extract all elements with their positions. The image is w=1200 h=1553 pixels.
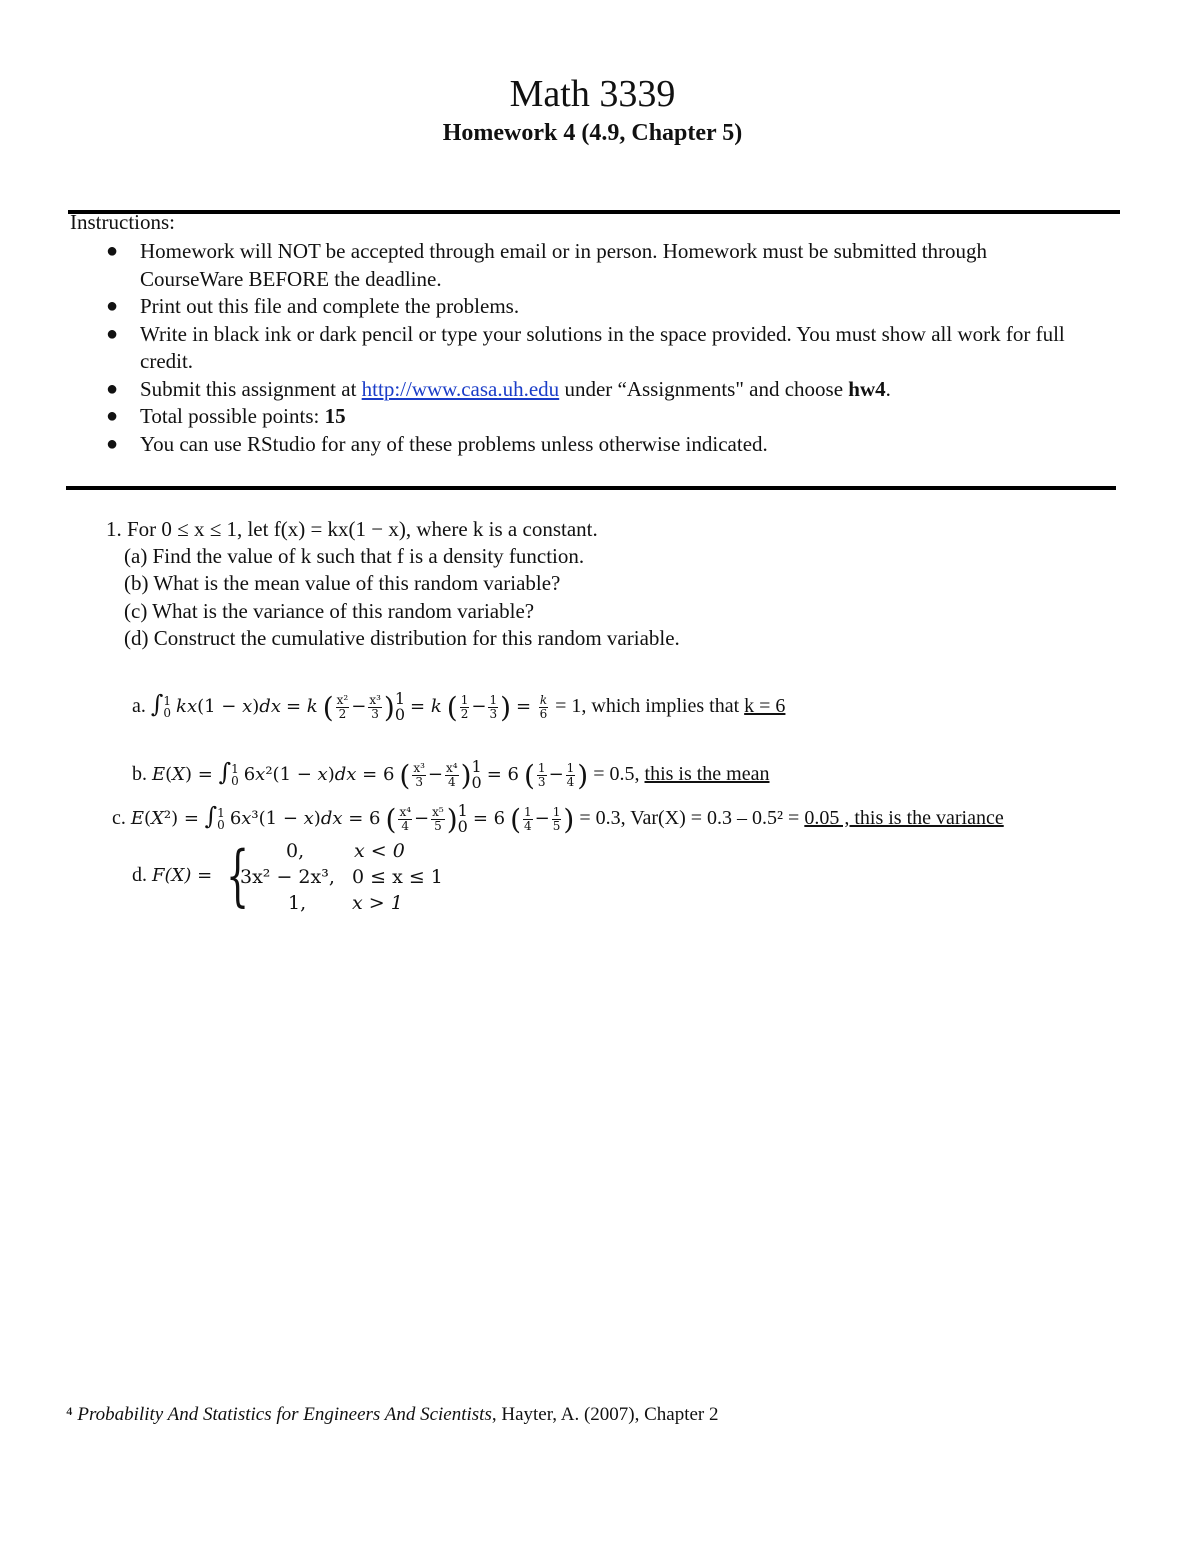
problem-statement: 1. For 0 ≤ x ≤ 1, let f(x) = kx(1 − x), where k is a constant.: [106, 517, 598, 541]
problem-part-d: (d) Construct the cumulative distribution for this random variable.: [124, 626, 680, 650]
list-item: ● You can use RStudio for any of these problems unless otherwise indicated.: [106, 431, 1066, 459]
piecewise-row-1-value: 0,: [286, 840, 305, 862]
answer-c-result: 0.05 , this is the variance: [804, 807, 1004, 829]
piecewise-row-1-condition: x < 0: [354, 840, 405, 862]
answer-b: b. E(X) = ∫ 1 0 6x²(1 − x)dx = 6 ( $\frac{\text{x³}}{3}$ − $\frac{\text{x⁴}}{4}$ ) 1 0 = 6 ( $\frac{1}{3}$ − $\frac{1}{4}$ ) = 0.5, this is the mean: [132, 757, 770, 793]
bottom-divider: [66, 486, 1116, 490]
bullet-icon: ●: [106, 405, 119, 427]
problem-part-a: (a) Find the value of k such that f is a density function.: [124, 544, 585, 568]
piecewise-row-3-value: 1,: [288, 892, 307, 914]
submission-link[interactable]: http://www.casa.uh.edu: [361, 376, 560, 401]
bullet-icon: ●: [106, 322, 119, 345]
list-item: ● Print out this file and complete the problems.: [106, 293, 1066, 321]
list-item: ● Submit this assignment at http://www.casa.uh.edu under “Assignments" and choose hw4.: [106, 376, 1066, 404]
piecewise-row-2-condition: 0 ≤ x ≤ 1: [352, 866, 443, 888]
piecewise-brace: {: [226, 837, 250, 914]
problem-part-c: (c) What is the variance of this random variable?: [124, 599, 535, 623]
page-subtitle: Homework 4 (4.9, Chapter 5): [442, 120, 743, 146]
instructions-label: Instructions:: [70, 210, 175, 234]
answer-c: c. E(X²) = ∫ 1 0 6x³(1 − x)dx = 6 ( $\frac{\text{x⁴}}{4}$ − $\frac{\text{x⁵}}{5}$ ) 1 0 = 6 ( $\frac{1}{4}$ − $\frac{1}{5}$ ) = 0.3, Var(X) = 0.3 – 0.5² = 0.05 , this is the variance: [112, 801, 1004, 837]
answer-a-result: k = 6: [744, 695, 786, 717]
instructions-list: [106, 238, 1066, 458]
list-item: ● Homework will NOT be accepted through email or in person. Homework must be submitted through CourseWare BEFORE the deadline.: [106, 239, 988, 291]
page-title: Math 3339: [509, 73, 676, 115]
top-divider: [68, 210, 1120, 214]
bullet-icon: ●: [106, 432, 119, 455]
piecewise-row-3-condition: x > 1: [352, 892, 403, 914]
answer-b-result: this is the mean: [644, 763, 770, 785]
answer-a: a. ∫ 1 0 kx(1 − x)dx = k ( $\frac{\text{x²}}{2}$ − $\frac{\text{x³}}{3}$ ) 1 0 = k ( $\frac{1}{2}$ − $\frac{1}{3}$ ) = $\frac{k}{6}$ = 1, which implies that k = 6: [132, 689, 786, 725]
footnote: ⁴ Probability And Statistics for Engineers And Scientists, Hayter, A. (2007), Chapter 2: [66, 1404, 719, 1425]
bullet-icon: ●: [106, 240, 119, 262]
problem-part-b: (b) What is the mean value of this random variable?: [124, 571, 561, 595]
list-item: ● Total possible points: 15: [106, 403, 1066, 431]
bullet-icon: ●: [106, 377, 119, 400]
list-item: ● Write in black ink or dark pencil or type your solutions in the space provided. You must show all work for full credit.: [106, 321, 1065, 373]
piecewise-row-2-value: 3x² − 2x³,: [240, 866, 335, 888]
answer-d: d. F(X) =: [132, 864, 213, 886]
bullet-icon: ●: [106, 295, 119, 317]
